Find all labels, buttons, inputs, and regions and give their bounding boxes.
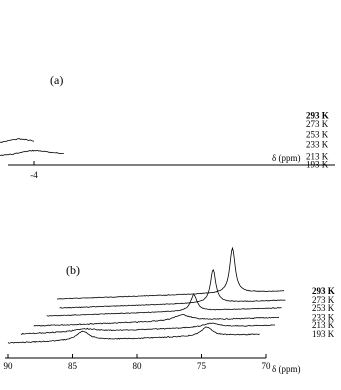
temperature-label-a-1: 273 K <box>306 118 329 129</box>
spectrum-a-193k <box>0 150 64 163</box>
temperature-label-b-3: 233 K <box>312 312 335 323</box>
x-tick-label-b-0: 90 <box>3 361 13 371</box>
x-tick-label-b-1: 85 <box>68 361 77 371</box>
temperature-label-a-4: 213 K <box>306 151 329 162</box>
spectrum-b-193k <box>8 327 260 343</box>
panel-a <box>0 37 335 180</box>
spectrum-a-213k <box>0 139 34 157</box>
panel-b-temperature-labels <box>312 286 335 339</box>
temperature-label-a-0: 293 K <box>306 110 329 121</box>
temperature-label-a-3: 233 K <box>306 139 329 150</box>
spectrum-b-293k <box>57 248 284 299</box>
spectrum-b-273k <box>60 270 286 308</box>
panel-b <box>4 248 335 374</box>
x-tick-label-b-4: 70 <box>261 361 271 371</box>
temperature-label-b-0: 293 K <box>312 286 335 297</box>
x-tick-label-a-0: -4 <box>30 170 38 180</box>
panel-a-x-axis-label: δ (ppm) <box>272 153 301 163</box>
panel-a-label: (a) <box>50 73 64 87</box>
temperature-label-a-2: 253 K <box>306 129 329 140</box>
x-tick-label-b-2: 80 <box>132 361 142 371</box>
temperature-label-b-2: 253 K <box>312 302 335 313</box>
panel-a-temperature-labels <box>306 110 329 169</box>
panel-b-spectra <box>8 248 285 343</box>
panel-b-x-ticks <box>4 354 272 371</box>
spectrum-b-213k <box>21 323 275 334</box>
panel-b-label: (b) <box>66 263 80 277</box>
x-tick-label-b-3: 75 <box>197 361 206 371</box>
spectrum-b-233k <box>34 314 279 326</box>
panel-b-x-axis-label: δ (ppm) <box>272 364 301 374</box>
temperature-label-a-5: 193 K <box>306 159 329 170</box>
temperature-label-b-4: 213 K <box>312 320 335 331</box>
temperature-label-b-5: 193 K <box>312 329 335 340</box>
panel-a-spectra <box>0 37 64 163</box>
panel-a-x-ticks <box>0 161 38 180</box>
temperature-label-b-1: 273 K <box>312 295 335 306</box>
